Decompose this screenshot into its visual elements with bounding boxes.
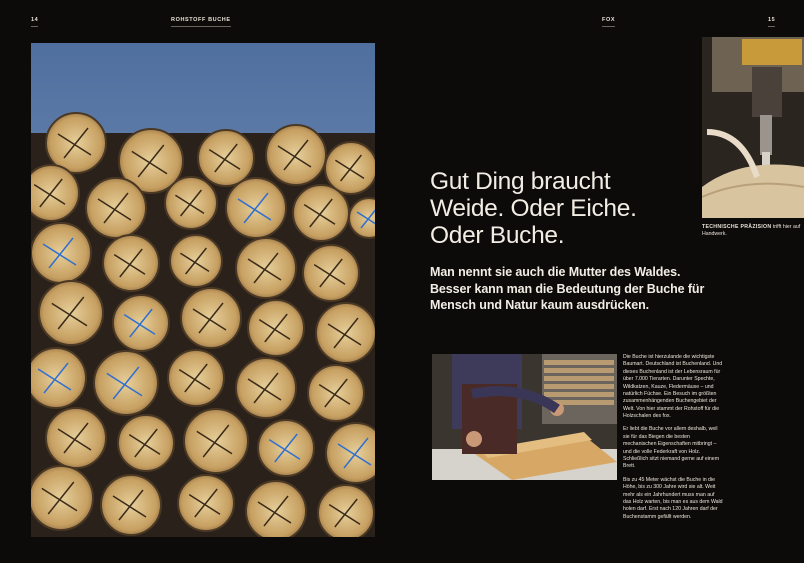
veneer-workshop-photo bbox=[432, 354, 617, 480]
page-number-right: 15 bbox=[768, 17, 776, 23]
caption-label: TECHNISCHE PRÄZISION bbox=[702, 224, 772, 230]
lead-paragraph: Man nennt sie auch die Mutter des Waldes. Besser kann man die Bedeutung der Buche für Mensch und Natur kaum ausdrücken. bbox=[430, 265, 705, 312]
body-paragraph-3: Bis zu 45 Meter wächst die Buche in die Höhe, bis zu 300 Jahre wird sie alt. Weit mehr als ein Jahrhundert muss man auf das Holz warten, bis man es aus dem Wald holen darf. Erst nach 120 Jahren darf der Buchenstamm gefällt werden. bbox=[623, 476, 723, 520]
veneer-workshop-illustration bbox=[432, 354, 617, 480]
headline-line-1: Gut Ding braucht bbox=[430, 168, 611, 195]
log-pile-photo bbox=[31, 43, 375, 537]
body-text bbox=[623, 354, 723, 527]
body-paragraph-2: Er liebt die Buche vor allem deshalb, weil sie für das Biegen die besten mechanischen Eigenschaften mitbringt – und die volle Federkraft von Holz. Schließlich sitzt niemand gerne auf einem Brett. bbox=[623, 426, 720, 470]
page-number-left: 14 bbox=[31, 17, 39, 23]
log-pile-illustration bbox=[31, 43, 375, 537]
photo-caption bbox=[702, 224, 802, 238]
section-title-right: FOX bbox=[602, 17, 616, 23]
headline-line-3: Oder Buche. bbox=[430, 222, 565, 249]
headline-line-2: Weide. Oder Eiche. bbox=[430, 195, 637, 222]
cnc-machine-photo bbox=[702, 37, 804, 218]
section-title-left: ROHSTOFF BUCHE bbox=[171, 17, 231, 23]
cnc-machine-illustration bbox=[702, 37, 804, 218]
body-paragraph-1: Die Buche ist hierzulande die wichtigste Baumart. Deutschland ist Buchenland. Und dieses Buchenland ist der Lebensraum für über 7.000 Tierarten. Darunter Spechte, Wildkatzen, Kauze, Fledermäuse – und natürlich Füchse. Ein Besuch im größten zusammenhängenden Buchengebiet der Welt. Von hier stammt der Rohstoff für die Holzschalen des fox. bbox=[623, 354, 723, 420]
headline bbox=[430, 168, 680, 249]
caption-text: trifft hier auf Handwerk. bbox=[702, 224, 801, 237]
